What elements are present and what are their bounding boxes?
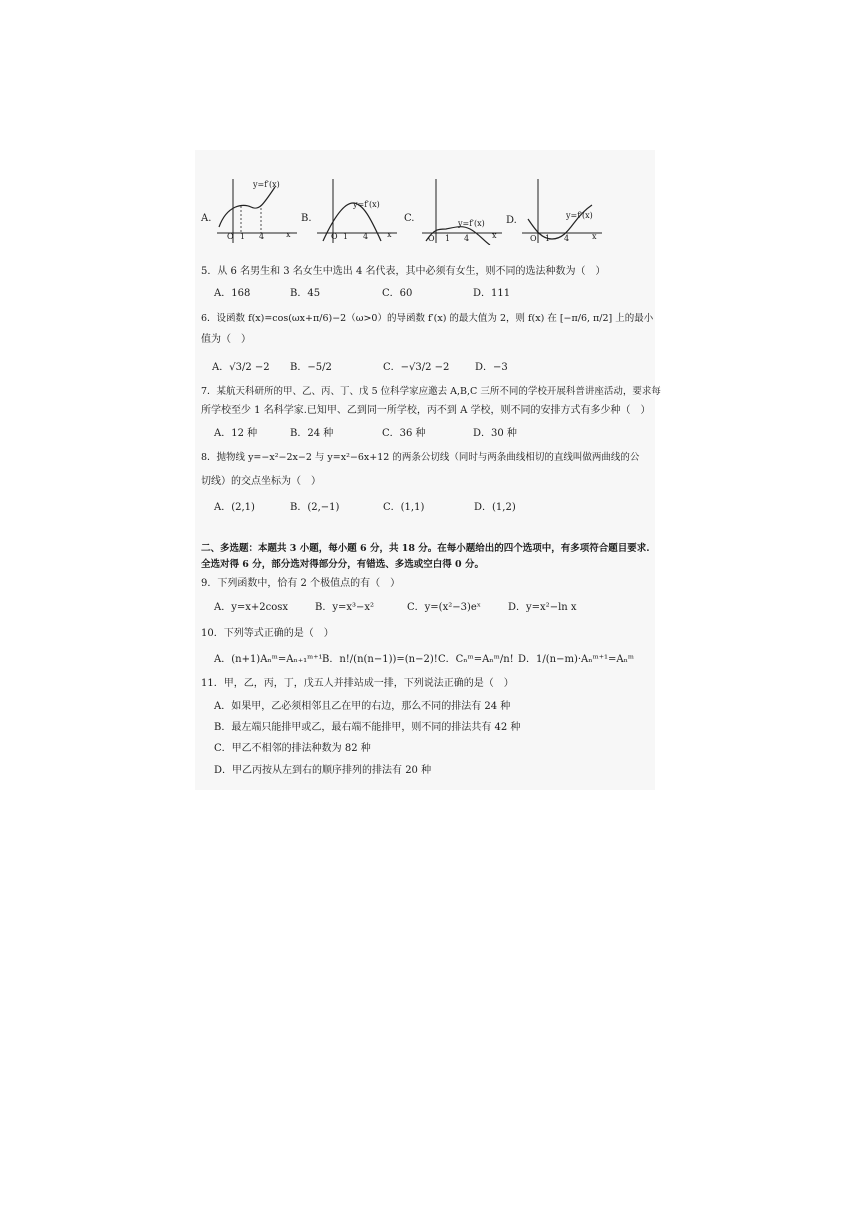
question-9-option-a: A．y=x+2cosx bbox=[214, 602, 289, 613]
question-6-stem-cont: 值为（ ） bbox=[201, 334, 251, 345]
question-9-option-c: C．y=(x²−3)eˣ bbox=[407, 602, 482, 613]
question-10-stem: 10．下列等式正确的是（ ） bbox=[201, 628, 334, 639]
graph-a-x-axis-label: x bbox=[286, 230, 291, 239]
graph-b-tick-1: 1 bbox=[343, 232, 349, 241]
question-8-option-d: D．(1,2) bbox=[474, 502, 516, 513]
question-5-stem: 5．从 6 名男生和 3 名女生中选出 4 名代表，其中必须有女生，则不同的选法种数为（ ） bbox=[201, 266, 606, 277]
graph-b-origin: O bbox=[331, 232, 338, 241]
graph-option-label-b: B. bbox=[301, 213, 312, 224]
graph-d-tick-1: 1 bbox=[545, 234, 551, 243]
question-8-stem: 8．抛物线 y=−x²−2x−2 与 y=x²−6x+12 的两条公切线（同时与两条曲线相切的直线叫做两曲线的公 bbox=[201, 452, 640, 463]
graph-c-tick-1: 1 bbox=[445, 234, 451, 243]
graph-c-curve-label: y=f′(x) bbox=[458, 219, 485, 228]
graph-b-tick-4: 4 bbox=[363, 232, 369, 241]
question-6-option-c: C．−√3/2 −2 bbox=[383, 362, 450, 373]
graph-c-tick-4: 4 bbox=[464, 234, 470, 243]
question-8-stem-cont: 切线）的交点坐标为（ ） bbox=[201, 476, 321, 487]
question-7-stem-cont: 所学校至少 1 名科学家.已知甲、乙到同一所学校，丙不到 A 学校，则不同的安排方式有多少种（ ） bbox=[201, 405, 651, 416]
question-10-option-a: A．(n+1)Aₙᵐ=Aₙ₊₁ᵐ⁺¹ bbox=[214, 654, 323, 665]
question-9-option-b: B．y=x³−x² bbox=[315, 602, 375, 613]
question-5-option-d: D．111 bbox=[473, 288, 511, 299]
question-11-option-c: C．甲乙不相邻的排法种数为 82 种 bbox=[214, 743, 371, 754]
section-2-heading-cont: 全选对得 6 分，部分选对得部分分，有错选、多选或空白得 0 分。 bbox=[201, 559, 484, 570]
question-9-option-d: D．y=x²−ln x bbox=[508, 602, 577, 613]
graph-d-tick-4: 4 bbox=[564, 234, 570, 243]
question-11-option-b: B．最左端只能排甲或乙，最右端不能排甲，则不同的排法共有 42 种 bbox=[214, 722, 521, 733]
question-6-option-b: B．−5/2 bbox=[290, 362, 332, 373]
question-6-option-d: D．−3 bbox=[475, 362, 508, 373]
graph-b-curve-label: y=f′(x) bbox=[353, 200, 380, 209]
question-11-option-d: D．甲乙丙按从左到右的顺序排列的排法有 20 种 bbox=[214, 765, 432, 776]
question-6-stem: 6．设函数 f(x)=cos(ωx+π/6)−2（ω>0）的导函数 f′(x) 的最大值为 2，则 f(x) 在 [−π/6, π/2] 上的最小 bbox=[201, 313, 654, 324]
graph-c-x-axis-label: x bbox=[492, 231, 497, 240]
question-7-option-c: C．36 种 bbox=[382, 428, 426, 439]
question-6-option-a: A．√3/2 −2 bbox=[212, 362, 270, 373]
question-5-option-b: B．45 bbox=[290, 288, 321, 299]
question-11-option-a: A．如果甲，乙必须相邻且乙在甲的右边，那么不同的排法有 24 种 bbox=[214, 701, 511, 712]
question-5-option-c: C．60 bbox=[382, 288, 413, 299]
graph-d-curve-label: y=f′(x) bbox=[566, 211, 593, 220]
question-7-option-b: B．24 种 bbox=[290, 428, 334, 439]
graph-option-label-a: A. bbox=[201, 213, 212, 224]
section-2-heading: 二、多选题：本题共 3 小题，每小题 6 分，共 18 分。在每小题给出的四个选项中，有多项符合题目要求. bbox=[201, 543, 650, 554]
graph-c-origin: O bbox=[428, 234, 435, 243]
question-7-option-a: A．12 种 bbox=[214, 428, 258, 439]
question-10-option-b: B．n!/(n(n−1))=(n−2)! bbox=[322, 654, 438, 665]
graph-a-origin: O bbox=[227, 232, 234, 241]
graph-option-label-c: C. bbox=[404, 213, 415, 224]
question-7-option-d: D．30 种 bbox=[473, 428, 517, 439]
graph-a-curve-label: y=f′(x) bbox=[253, 180, 280, 189]
question-9-stem: 9．下列函数中，恰有 2 个极值点的有（ ） bbox=[201, 578, 401, 589]
question-8-option-c: C．(1,1) bbox=[383, 502, 425, 513]
question-11-stem: 11．甲，乙，丙，丁，戊五人并排站成一排，下列说法正确的是（ ） bbox=[201, 678, 514, 689]
graph-a-tick-1: 1 bbox=[240, 232, 246, 241]
question-10-option-c: C．Cₙᵐ=Aₙᵐ/n! bbox=[438, 654, 514, 665]
graph-b-x-axis-label: x bbox=[387, 230, 392, 239]
graph-option-label-d: D. bbox=[506, 215, 517, 226]
graph-a-tick-4: 4 bbox=[259, 232, 265, 241]
scanned-sheet bbox=[195, 150, 655, 790]
question-8-option-b: B．(2,−1) bbox=[290, 502, 340, 513]
question-10-option-d: D．1/(n−m)·Aₙᵐ⁺¹=Aₙᵐ bbox=[518, 654, 635, 665]
question-7-stem: 7．某航天科研所的甲、乙、丙、丁、戊 5 位科学家应邀去 A,B,C 三所不同的学校开展科普讲座活动，要求每 bbox=[201, 386, 661, 397]
question-5-option-a: A．168 bbox=[214, 288, 251, 299]
graph-d-origin: O bbox=[530, 234, 537, 243]
question-8-option-a: A．(2,1) bbox=[214, 502, 255, 513]
graph-d-x-axis-label: x bbox=[592, 232, 597, 241]
